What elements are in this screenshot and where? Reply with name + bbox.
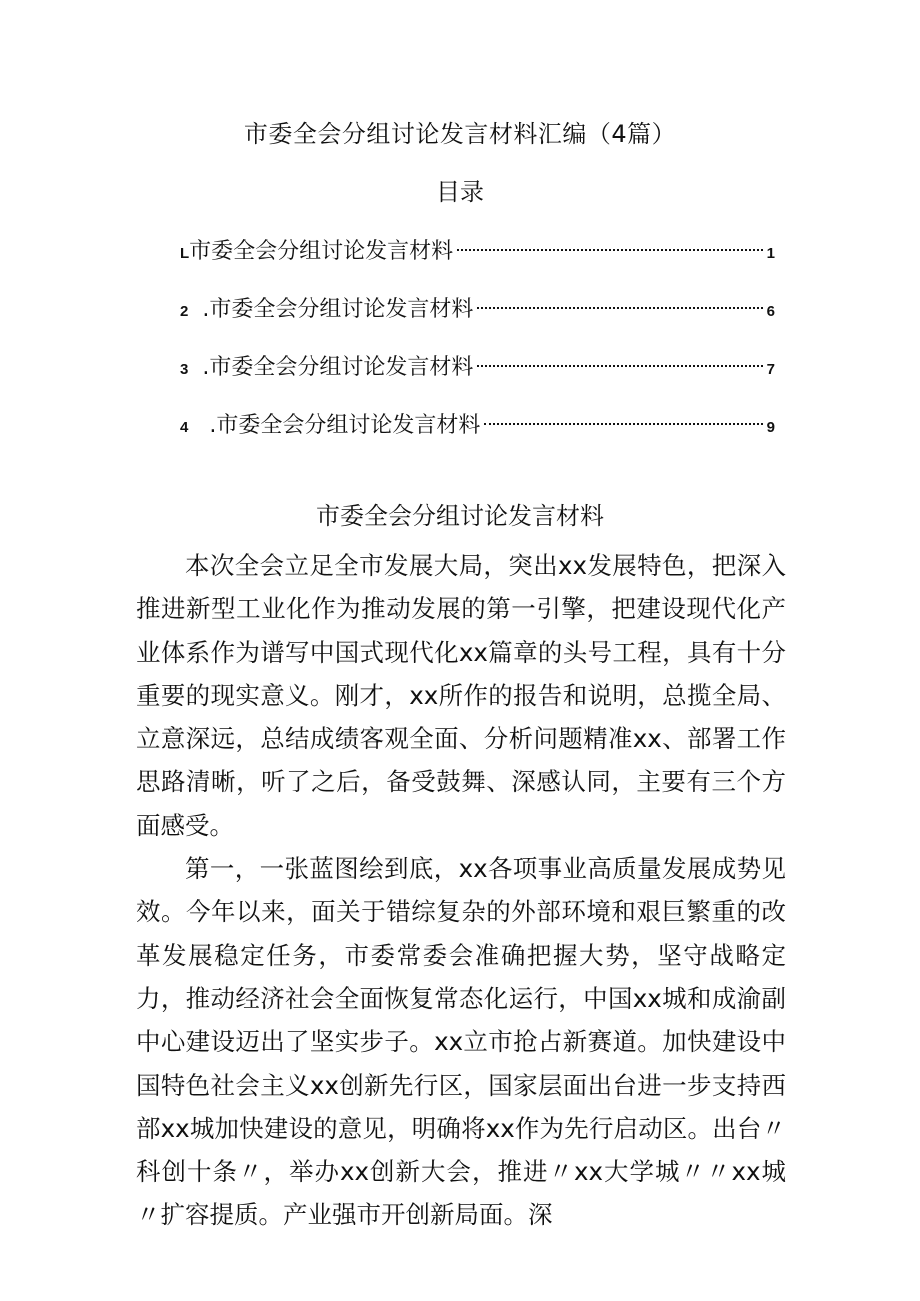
toc-dot-leader [457,249,762,251]
section-title: 市委全会分组讨论发言材料 [316,502,604,530]
toc-entry[interactable] [180,292,775,328]
toc-entry[interactable] [180,408,775,444]
toc-entry-title: 市委全会分组讨论发言材料 [209,297,474,322]
toc-entry-page: 7 [766,361,775,378]
toc-heading: 目录 [436,178,484,206]
toc-dot-leader [477,307,762,309]
toc-entry-number: L [180,245,190,262]
toc-entry[interactable] [180,350,775,386]
toc-entry-number: 3 [180,361,189,378]
toc-entry-page: 9 [766,419,775,436]
body-text [136,544,786,1237]
paragraph: 本次全会立足全市发展大局，突出xx发展特色，把深入推进新型工业化作为推动发展的第一引擎，把建设现代化产业体系作为谱写中国式现代化xx篇章的头号工程，具有十分重要的现实意义。刚才，xx所作的报告和说明，总揽全局、立意深远，总结成绩客观全面、分析问题精准xx、部署工作思路清晰，听了之后，备受鼓舞、深感认同，主要有三个方面感受。 [136,551,786,840]
toc-entry-number: 4 [180,419,189,436]
toc-entry-title: 市委全会分组讨论发言材料 [209,355,474,380]
toc-entry-separator: . [188,355,210,380]
toc-entry-title: 市委全会分组讨论发言材料 [189,239,454,264]
toc-dot-leader [484,423,762,425]
toc-entry-separator: . [188,297,210,322]
document-title: 市委全会分组讨论发言材料汇编（4篇） [243,120,677,148]
paragraph: 第一，一张蓝图绘到底，xx各项事业高质量发展成势见效。今年以来，面关于错综复杂的外部环境和艰巨繁重的改革发展稳定任务，市委常委会准确把握大势，坚守战略定力，推动经济社会全面恢复常态化运行，中国xx城和成渝副中心建设迈出了坚实步子。xx立市抢占新赛道。加快建设中国特色社会主义xx创新先行区，国家层面出台进一步支持西部xx城加快建设的意见，明确将xx作为先行启动区。出台〃科创十条〃，举办xx创新大会，推进〃xx大学城〃〃xx城〃扩容提质。产业强市开创新局面。深 [136,854,786,1230]
toc-entry-number: 2 [180,303,189,320]
toc-dot-leader [477,365,762,367]
toc-entry-page: 1 [766,245,775,262]
toc-entry-separator: . [188,413,217,438]
toc-entry-page: 6 [766,303,775,320]
toc-entry-title: 市委全会分组讨论发言材料 [216,413,481,438]
toc-entry[interactable] [180,234,775,270]
